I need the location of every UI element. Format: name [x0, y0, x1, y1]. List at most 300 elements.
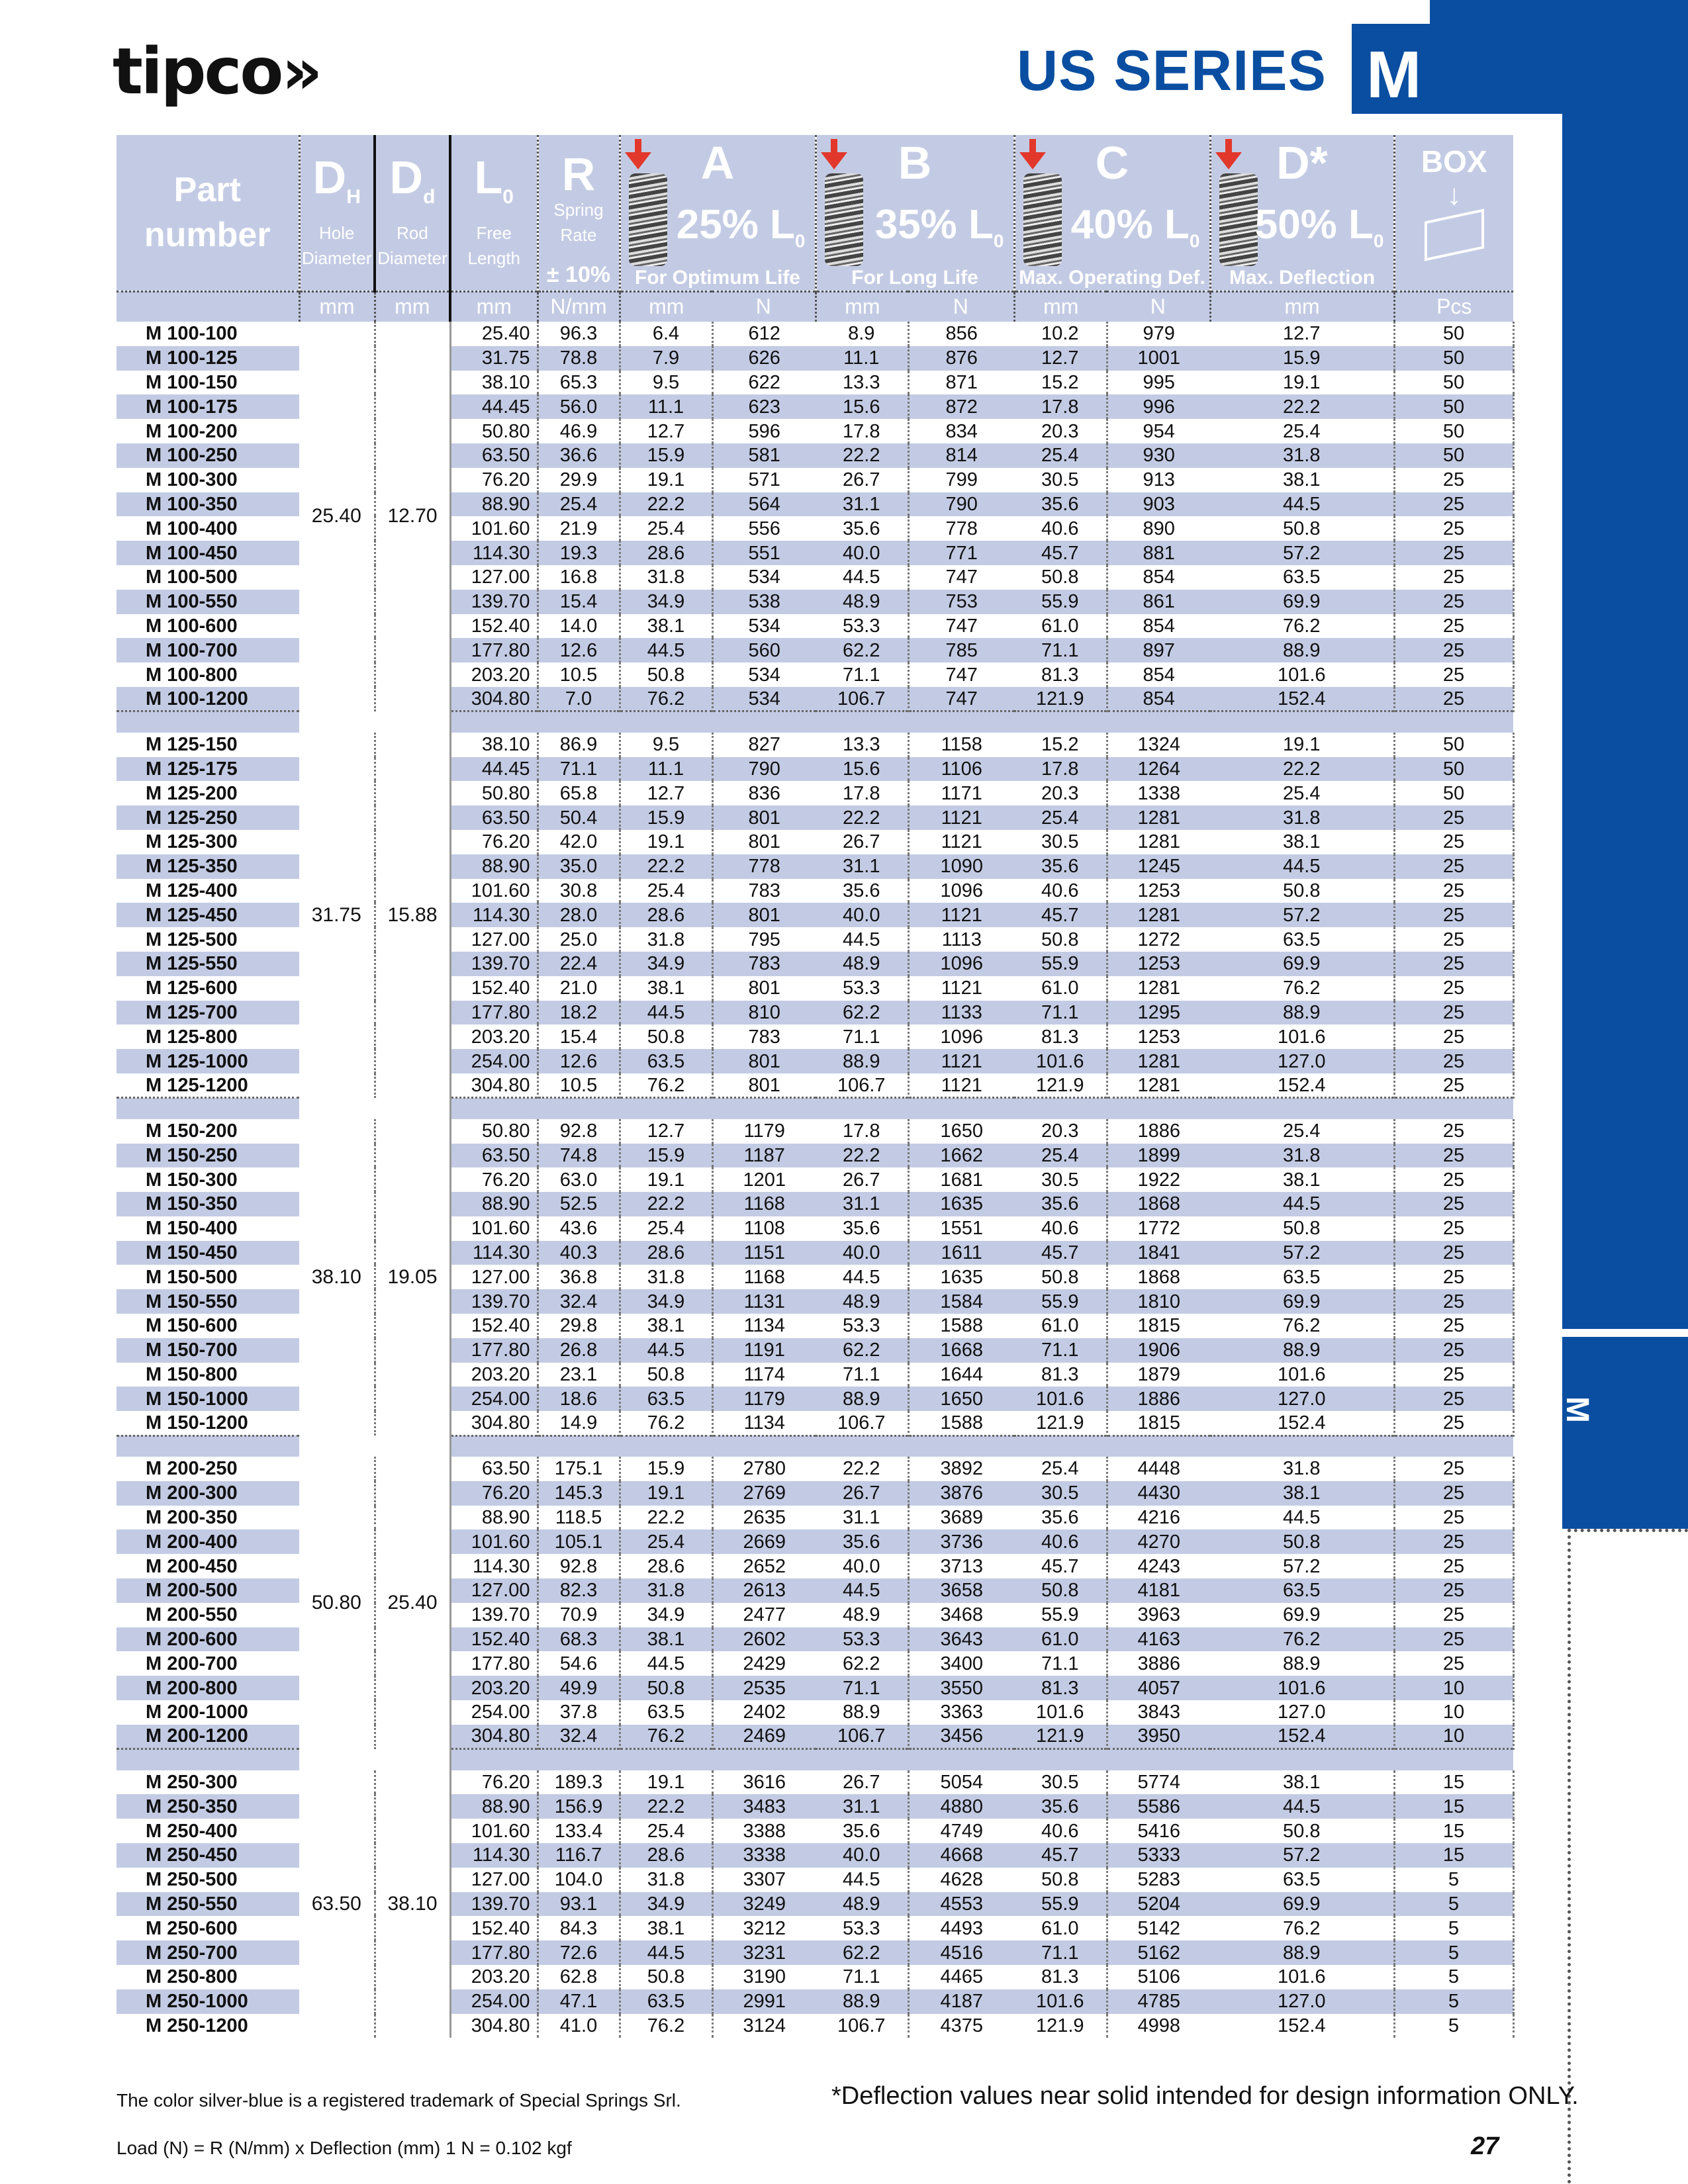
value-cell: 44.5 — [816, 565, 908, 590]
value-cell: 69.9 — [1210, 1603, 1394, 1627]
value-cell: 203.20 — [450, 1024, 538, 1049]
value-cell: 1090 — [908, 854, 1014, 879]
value-cell: 304.80 — [450, 1725, 538, 1749]
value-cell: 62.2 — [816, 1651, 908, 1676]
value-cell: 152.4 — [1210, 1073, 1394, 1098]
value-cell: 1281 — [1137, 831, 1180, 853]
value-cell: 71.1 — [816, 1024, 908, 1049]
unit-d-mm: mm — [1210, 291, 1394, 322]
value-cell: 55.9 — [1014, 1289, 1107, 1314]
value-cell: 133.4 — [538, 1819, 620, 1843]
value-cell: 48.9 — [816, 1603, 908, 1627]
value-cell: 26.7 — [816, 468, 908, 492]
part-number-cell: M 125-1200 — [146, 1074, 248, 1096]
value-cell: 71.1 — [1014, 1001, 1107, 1025]
value-cell: 76.2 — [620, 1725, 712, 1749]
value-cell: 3400 — [940, 1653, 983, 1674]
value-cell: 12.7 — [620, 781, 712, 805]
value-cell: 4998 — [1137, 2015, 1180, 2036]
value-cell: 25 — [1394, 952, 1513, 976]
value-cell: 40.0 — [816, 541, 908, 565]
part-number-cell: M 150-1000 — [117, 1387, 299, 1411]
value-cell: 254.00 — [450, 1989, 538, 2014]
value-cell: 25.4 — [1014, 805, 1107, 830]
value-cell: 50.8 — [620, 662, 712, 687]
value-cell: 25 — [1394, 468, 1513, 492]
value-cell: 35.6 — [816, 1819, 908, 1843]
header-deflection-b: B 35% $L_0$ For Long Life — [816, 135, 1014, 291]
value-cell: 38.10 — [450, 371, 538, 395]
side-tab-letter: M — [1560, 1396, 1595, 1423]
value-cell: 4243 — [1137, 1555, 1180, 1577]
value-cell: 38.1 — [1210, 1481, 1394, 1506]
value-cell: 69.9 — [1210, 952, 1394, 976]
value-cell: 25 — [1394, 1457, 1513, 1481]
value-cell: 32.4 — [538, 1289, 620, 1314]
value-cell: 26.7 — [816, 1167, 908, 1192]
value-cell: 50 — [1394, 757, 1513, 782]
value-cell: 1662 — [908, 1144, 1014, 1168]
value-cell: 1113 — [941, 929, 982, 950]
value-cell: 3643 — [908, 1627, 1014, 1652]
hole-diameter-cell: 50.80 — [299, 1457, 375, 1749]
value-cell: 4181 — [1107, 1578, 1210, 1603]
value-cell: 19.1 — [1210, 733, 1394, 757]
value-cell: 5 — [1394, 1989, 1513, 2014]
value-cell: 127.00 — [450, 1868, 538, 1892]
value-cell: 35.6 — [1014, 1506, 1107, 1530]
value-cell: 1201 — [743, 1169, 786, 1191]
value-cell: 854 — [1143, 664, 1175, 686]
value-cell: 7.0 — [538, 687, 620, 711]
value-cell: 25 — [1394, 1363, 1513, 1387]
value-cell: 139.70 — [450, 1289, 538, 1314]
group-separator — [117, 711, 1513, 733]
value-cell: 801 — [748, 831, 780, 853]
group-separator — [117, 1435, 1513, 1457]
part-number-cell: M 150-600 — [146, 1315, 238, 1337]
value-cell: 21.9 — [538, 516, 620, 541]
value-cell: 82.3 — [538, 1578, 620, 1603]
value-cell: 31.8 — [1210, 805, 1394, 830]
value-cell: 76.20 — [450, 830, 538, 854]
value-cell: 3689 — [940, 1507, 983, 1529]
value-cell: 44.5 — [620, 1338, 712, 1363]
value-cell: 872 — [908, 394, 1014, 419]
value-cell: 177.80 — [450, 1940, 538, 1965]
value-cell: 31.8 — [620, 565, 712, 590]
value-cell: 76.20 — [450, 468, 538, 492]
value-cell: 71.1 — [1014, 1338, 1107, 1363]
value-cell: 25.4 — [538, 492, 620, 517]
value-cell: 596 — [748, 420, 780, 442]
value-cell: 2613 — [712, 1578, 816, 1603]
value-cell: 1168 — [712, 1192, 816, 1216]
value-cell: 63.5 — [620, 1387, 712, 1411]
value-cell: 834 — [945, 420, 978, 442]
value-cell: 15.4 — [538, 1024, 620, 1049]
part-number-cell: M 125-250 — [117, 805, 299, 830]
value-cell: 1121 — [941, 1074, 982, 1096]
part-number-cell: M 150-250 — [117, 1144, 299, 1168]
value-cell: 35.6 — [816, 879, 908, 903]
header-bar — [1430, 0, 1562, 114]
value-cell: 93.1 — [538, 1892, 620, 1917]
value-cell: 15.9 — [620, 443, 712, 468]
value-cell: 55.9 — [1014, 1892, 1107, 1917]
value-cell: 44.5 — [1210, 492, 1394, 517]
value-cell: 25.4 — [1014, 1457, 1107, 1481]
value-cell: 14.9 — [538, 1411, 620, 1435]
value-cell: 62.2 — [816, 1338, 908, 1363]
value-cell: 152.4 — [1210, 1411, 1394, 1435]
value-cell: 45.7 — [1014, 903, 1107, 927]
value-cell: 76.20 — [450, 1167, 538, 1192]
value-cell: 2635 — [743, 1507, 786, 1529]
header-spring-rate: R Spring Rate ± 10% — [538, 135, 620, 291]
value-cell: 55.9 — [1014, 1603, 1107, 1627]
value-cell: 114.30 — [450, 1843, 538, 1868]
value-cell: 72.6 — [538, 1940, 620, 1965]
part-number-cell: M 150-500 — [146, 1266, 238, 1288]
value-cell: 88.90 — [450, 492, 538, 517]
value-cell: 25 — [1394, 1338, 1513, 1363]
value-cell: 86.9 — [538, 733, 620, 757]
value-cell: 25 — [1394, 1578, 1513, 1603]
unit-b-n: N — [908, 291, 1014, 322]
part-number-cell: M 150-350 — [117, 1192, 299, 1216]
value-cell: 23.1 — [538, 1363, 620, 1387]
value-cell: 50.80 — [450, 419, 538, 443]
value-cell: 88.90 — [450, 1192, 538, 1216]
value-cell: 55.9 — [1014, 590, 1107, 614]
value-cell: 50.8 — [1014, 1265, 1107, 1289]
value-cell: 747 — [945, 615, 978, 637]
value-cell: 22.2 — [816, 805, 908, 830]
value-cell: 50.80 — [450, 781, 538, 805]
value-cell: 15 — [1394, 1794, 1513, 1819]
value-cell: 1133 — [908, 1001, 1014, 1025]
value-cell: 581 — [712, 443, 816, 468]
value-cell: 38.1 — [1210, 830, 1394, 854]
value-cell: 76.2 — [1210, 976, 1394, 1001]
value-cell: 254.00 — [450, 1049, 538, 1073]
value-cell: 38.1 — [620, 1314, 712, 1338]
rod-diameter-cell: 15.88 — [375, 733, 450, 1098]
value-cell: 139.70 — [450, 1603, 538, 1627]
value-cell: 3950 — [1107, 1725, 1210, 1749]
value-cell: 1886 — [1137, 1120, 1180, 1142]
value-cell: 854 — [1143, 615, 1175, 637]
value-cell: 1096 — [940, 880, 983, 901]
value-cell: 3550 — [908, 1676, 1014, 1700]
part-number-cell: M 100-450 — [117, 541, 299, 565]
unit-r: N/mm — [538, 291, 620, 322]
value-cell: 81.3 — [1014, 1676, 1107, 1700]
value-cell: 34.9 — [620, 1289, 712, 1314]
value-cell: 35.6 — [816, 516, 908, 541]
value-cell: 46.9 — [538, 419, 620, 443]
value-cell: 11.1 — [620, 394, 712, 419]
part-number-cell: M 250-550 — [117, 1892, 299, 1917]
value-cell: 4516 — [908, 1940, 1014, 1965]
value-cell: 53.3 — [816, 1627, 908, 1652]
value-cell: 48.9 — [816, 1892, 908, 1917]
value-cell: 34.9 — [620, 590, 712, 614]
value-cell: 790 — [908, 492, 1014, 517]
value-cell: 15.2 — [1014, 371, 1107, 395]
value-cell: 15.9 — [1210, 346, 1394, 371]
unit-dh: mm — [299, 291, 375, 322]
part-number-cell: M 125-600 — [146, 978, 238, 999]
series-letter-box — [1352, 24, 1430, 114]
part-number-cell: M 250-350 — [117, 1794, 299, 1819]
value-cell: 3307 — [743, 1869, 786, 1891]
value-cell: 38.10 — [450, 733, 538, 757]
value-cell: 44.5 — [620, 1651, 712, 1676]
value-cell: 44.5 — [1210, 1794, 1394, 1819]
value-cell: 747 — [908, 687, 1014, 711]
value-cell: 44.5 — [816, 1265, 908, 1289]
value-cell: 20.3 — [1014, 419, 1107, 443]
value-cell: 3483 — [712, 1794, 816, 1819]
part-number-cell: M 200-800 — [117, 1676, 299, 1700]
value-cell: 44.5 — [1210, 1192, 1394, 1216]
value-cell: 44.5 — [816, 1868, 908, 1892]
value-cell: 25 — [1394, 1073, 1513, 1098]
value-cell: 31.8 — [1210, 1457, 1394, 1481]
value-cell: 22.2 — [816, 443, 908, 468]
value-cell: 30.8 — [538, 879, 620, 903]
value-cell: 4057 — [1107, 1676, 1210, 1700]
value-cell: 4493 — [940, 1917, 983, 1939]
value-cell: 3736 — [908, 1529, 1014, 1554]
value-cell: 801 — [748, 978, 780, 999]
value-cell: 4553 — [908, 1892, 1014, 1917]
value-cell: 52.5 — [538, 1192, 620, 1216]
value-cell: 30.5 — [1014, 1770, 1107, 1795]
value-cell: 101.6 — [1014, 1049, 1107, 1073]
value-cell: 65.8 — [538, 781, 620, 805]
value-cell: 61.0 — [1014, 1627, 1107, 1652]
value-cell: 34.9 — [620, 1892, 712, 1917]
side-tab-metric — [1530, 1337, 1688, 1529]
value-cell: 19.1 — [620, 830, 712, 854]
value-cell: 57.2 — [1210, 1241, 1394, 1265]
value-cell: 15.9 — [620, 805, 712, 830]
value-cell: 44.5 — [620, 1001, 712, 1025]
value-cell: 25 — [1394, 1241, 1513, 1265]
part-number-cell: M 100-100 — [146, 323, 238, 345]
value-cell: 43.6 — [538, 1216, 620, 1241]
value-cell: 50.8 — [1210, 1216, 1394, 1241]
value-cell: 26.7 — [816, 1481, 908, 1506]
value-cell: 189.3 — [538, 1770, 620, 1795]
value-cell: 88.90 — [450, 1506, 538, 1530]
value-cell: 304.80 — [450, 1073, 538, 1098]
value-cell: 63.5 — [1210, 1578, 1394, 1603]
value-cell: 29.8 — [538, 1314, 620, 1338]
value-cell: 534 — [712, 687, 816, 711]
value-cell: 5204 — [1107, 1892, 1210, 1917]
value-cell: 801 — [712, 1049, 816, 1073]
value-cell: 50 — [1394, 781, 1513, 805]
value-cell: 25 — [1394, 614, 1513, 639]
value-cell: 836 — [748, 782, 780, 804]
value-cell: 2402 — [743, 1702, 786, 1723]
value-cell: 40.0 — [816, 1554, 908, 1578]
value-cell: 17.8 — [1014, 394, 1107, 419]
value-cell: 44.5 — [816, 1578, 908, 1603]
value-cell: 3658 — [908, 1578, 1014, 1603]
value-cell: 69.9 — [1210, 1289, 1394, 1314]
value-cell: 15.6 — [816, 757, 908, 782]
value-cell: 17.8 — [816, 1119, 908, 1144]
value-cell: 3338 — [712, 1843, 816, 1868]
part-number-cell: M 150-700 — [117, 1338, 299, 1363]
value-cell: 92.8 — [538, 1554, 620, 1578]
value-cell: 1899 — [1107, 1144, 1210, 1168]
rod-diameter-cell: 38.10 — [375, 1770, 450, 2038]
value-cell: 801 — [748, 1074, 780, 1096]
value-cell: 22.4 — [538, 952, 620, 976]
value-cell: 152.4 — [1210, 687, 1394, 711]
value-cell: 47.1 — [538, 1989, 620, 2014]
part-number-cell: M 250-450 — [117, 1843, 299, 1868]
side-tab-label: Metric — [1530, 1396, 1559, 1475]
value-cell: 5162 — [1107, 1940, 1210, 1965]
value-cell: 71.1 — [816, 662, 908, 687]
value-cell: 127.00 — [450, 1265, 538, 1289]
value-cell: 25.4 — [1210, 781, 1394, 805]
group-separator — [117, 1098, 1513, 1119]
value-cell: 48.9 — [816, 1289, 908, 1314]
value-cell: 17.8 — [816, 781, 908, 805]
value-cell: 890 — [1143, 518, 1175, 539]
value-cell: 2602 — [712, 1627, 816, 1652]
value-cell: 9.5 — [620, 371, 712, 395]
value-cell: 25 — [1394, 927, 1513, 952]
value-cell: 88.9 — [816, 1049, 908, 1073]
value-cell: 1635 — [940, 1266, 983, 1288]
value-cell: 1121 — [908, 903, 1014, 927]
value-cell: 564 — [712, 492, 816, 517]
value-cell: 5 — [1394, 1940, 1513, 1965]
value-cell: 1588 — [940, 1412, 983, 1433]
value-cell: 571 — [748, 469, 780, 491]
value-cell: 35.0 — [538, 854, 620, 879]
value-cell: 801 — [712, 805, 816, 830]
value-cell: 121.9 — [1014, 2014, 1107, 2038]
value-cell: 25 — [1394, 541, 1513, 565]
value-cell: 3876 — [908, 1481, 1014, 1506]
part-number-cell: M 100-175 — [117, 394, 299, 419]
value-cell: 63.0 — [538, 1167, 620, 1192]
value-cell: 106.7 — [816, 1411, 908, 1435]
value-cell: 4749 — [940, 1820, 983, 1842]
part-number-cell: M 150-300 — [146, 1169, 238, 1191]
value-cell: 18.6 — [538, 1387, 620, 1411]
value-cell: 57.2 — [1210, 541, 1394, 565]
value-cell: 22.2 — [620, 492, 712, 517]
value-cell: 1121 — [941, 978, 982, 999]
value-cell: 3616 — [743, 1772, 786, 1794]
value-cell: 814 — [908, 443, 1014, 468]
value-cell: 25.40 — [450, 322, 538, 346]
value-cell: 65.3 — [538, 371, 620, 395]
value-cell: 1611 — [908, 1241, 1014, 1265]
value-cell: 38.1 — [620, 1916, 712, 1940]
value-cell: 790 — [712, 757, 816, 782]
value-cell: 2780 — [743, 1458, 786, 1480]
value-cell: 104.0 — [538, 1868, 620, 1892]
value-cell: 1121 — [941, 831, 982, 853]
value-cell: 101.60 — [450, 516, 538, 541]
value-cell: 783 — [748, 1026, 780, 1048]
value-cell: 31.8 — [620, 1578, 712, 1603]
value-cell: 38.1 — [620, 614, 712, 639]
value-cell: 3713 — [940, 1555, 983, 1577]
value-cell: 1281 — [1137, 1074, 1180, 1096]
value-cell: 25 — [1394, 638, 1513, 662]
value-cell: 31.1 — [816, 1794, 908, 1819]
value-cell: 10.5 — [538, 662, 620, 687]
part-number-cell: M 150-200 — [146, 1120, 238, 1142]
rod-diameter-cell: 25.40 — [375, 1457, 450, 1749]
deflection-footnote: *Deflection values near solid intended for design information ONLY. — [831, 2082, 1579, 2110]
value-cell: 71.1 — [1014, 1940, 1107, 1965]
value-cell: 22.2 — [620, 1506, 712, 1530]
value-cell: 2477 — [743, 1604, 786, 1626]
part-number-cell: M 200-500 — [117, 1578, 299, 1603]
value-cell: 12.6 — [538, 638, 620, 662]
header-box-quantity: BOX ↓ — [1394, 135, 1513, 291]
part-number-cell: M 125-1000 — [117, 1049, 299, 1073]
value-cell: 40.0 — [816, 1241, 908, 1265]
value-cell: 101.6 — [1210, 662, 1394, 687]
value-cell: 31.8 — [620, 1265, 712, 1289]
part-number-cell: M 125-400 — [146, 880, 238, 901]
value-cell: 44.5 — [1210, 854, 1394, 879]
value-cell: 3886 — [1137, 1653, 1180, 1674]
part-number-cell: M 125-175 — [117, 757, 299, 782]
value-cell: 799 — [945, 469, 978, 491]
part-number-cell: M 125-350 — [117, 854, 299, 879]
value-cell: 1096 — [908, 952, 1014, 976]
value-cell: 25 — [1394, 1192, 1513, 1216]
value-cell: 76.2 — [1210, 1627, 1394, 1652]
value-cell: 121.9 — [1014, 687, 1107, 711]
value-cell: 1281 — [1107, 903, 1210, 927]
value-cell: 106.7 — [816, 687, 908, 711]
value-cell: 44.5 — [620, 638, 712, 662]
value-cell: 76.2 — [620, 1073, 712, 1098]
value-cell: 12.7 — [620, 1119, 712, 1144]
value-cell: 2669 — [712, 1529, 816, 1554]
value-cell: 88.9 — [1210, 1651, 1394, 1676]
value-cell: 101.6 — [1014, 1700, 1107, 1725]
part-number-cell: M 100-150 — [146, 371, 238, 393]
part-number-cell: M 150-450 — [117, 1241, 299, 1265]
value-cell: 881 — [1107, 541, 1210, 565]
value-cell: 28.6 — [620, 541, 712, 565]
value-cell: 5333 — [1107, 1843, 1210, 1868]
value-cell: 8.9 — [816, 322, 908, 346]
part-number-cell: M 150-1200 — [146, 1412, 248, 1433]
value-cell: 254.00 — [450, 1387, 538, 1411]
value-cell: 45.7 — [1014, 1843, 1107, 1868]
value-cell: 71.1 — [816, 1965, 908, 1989]
